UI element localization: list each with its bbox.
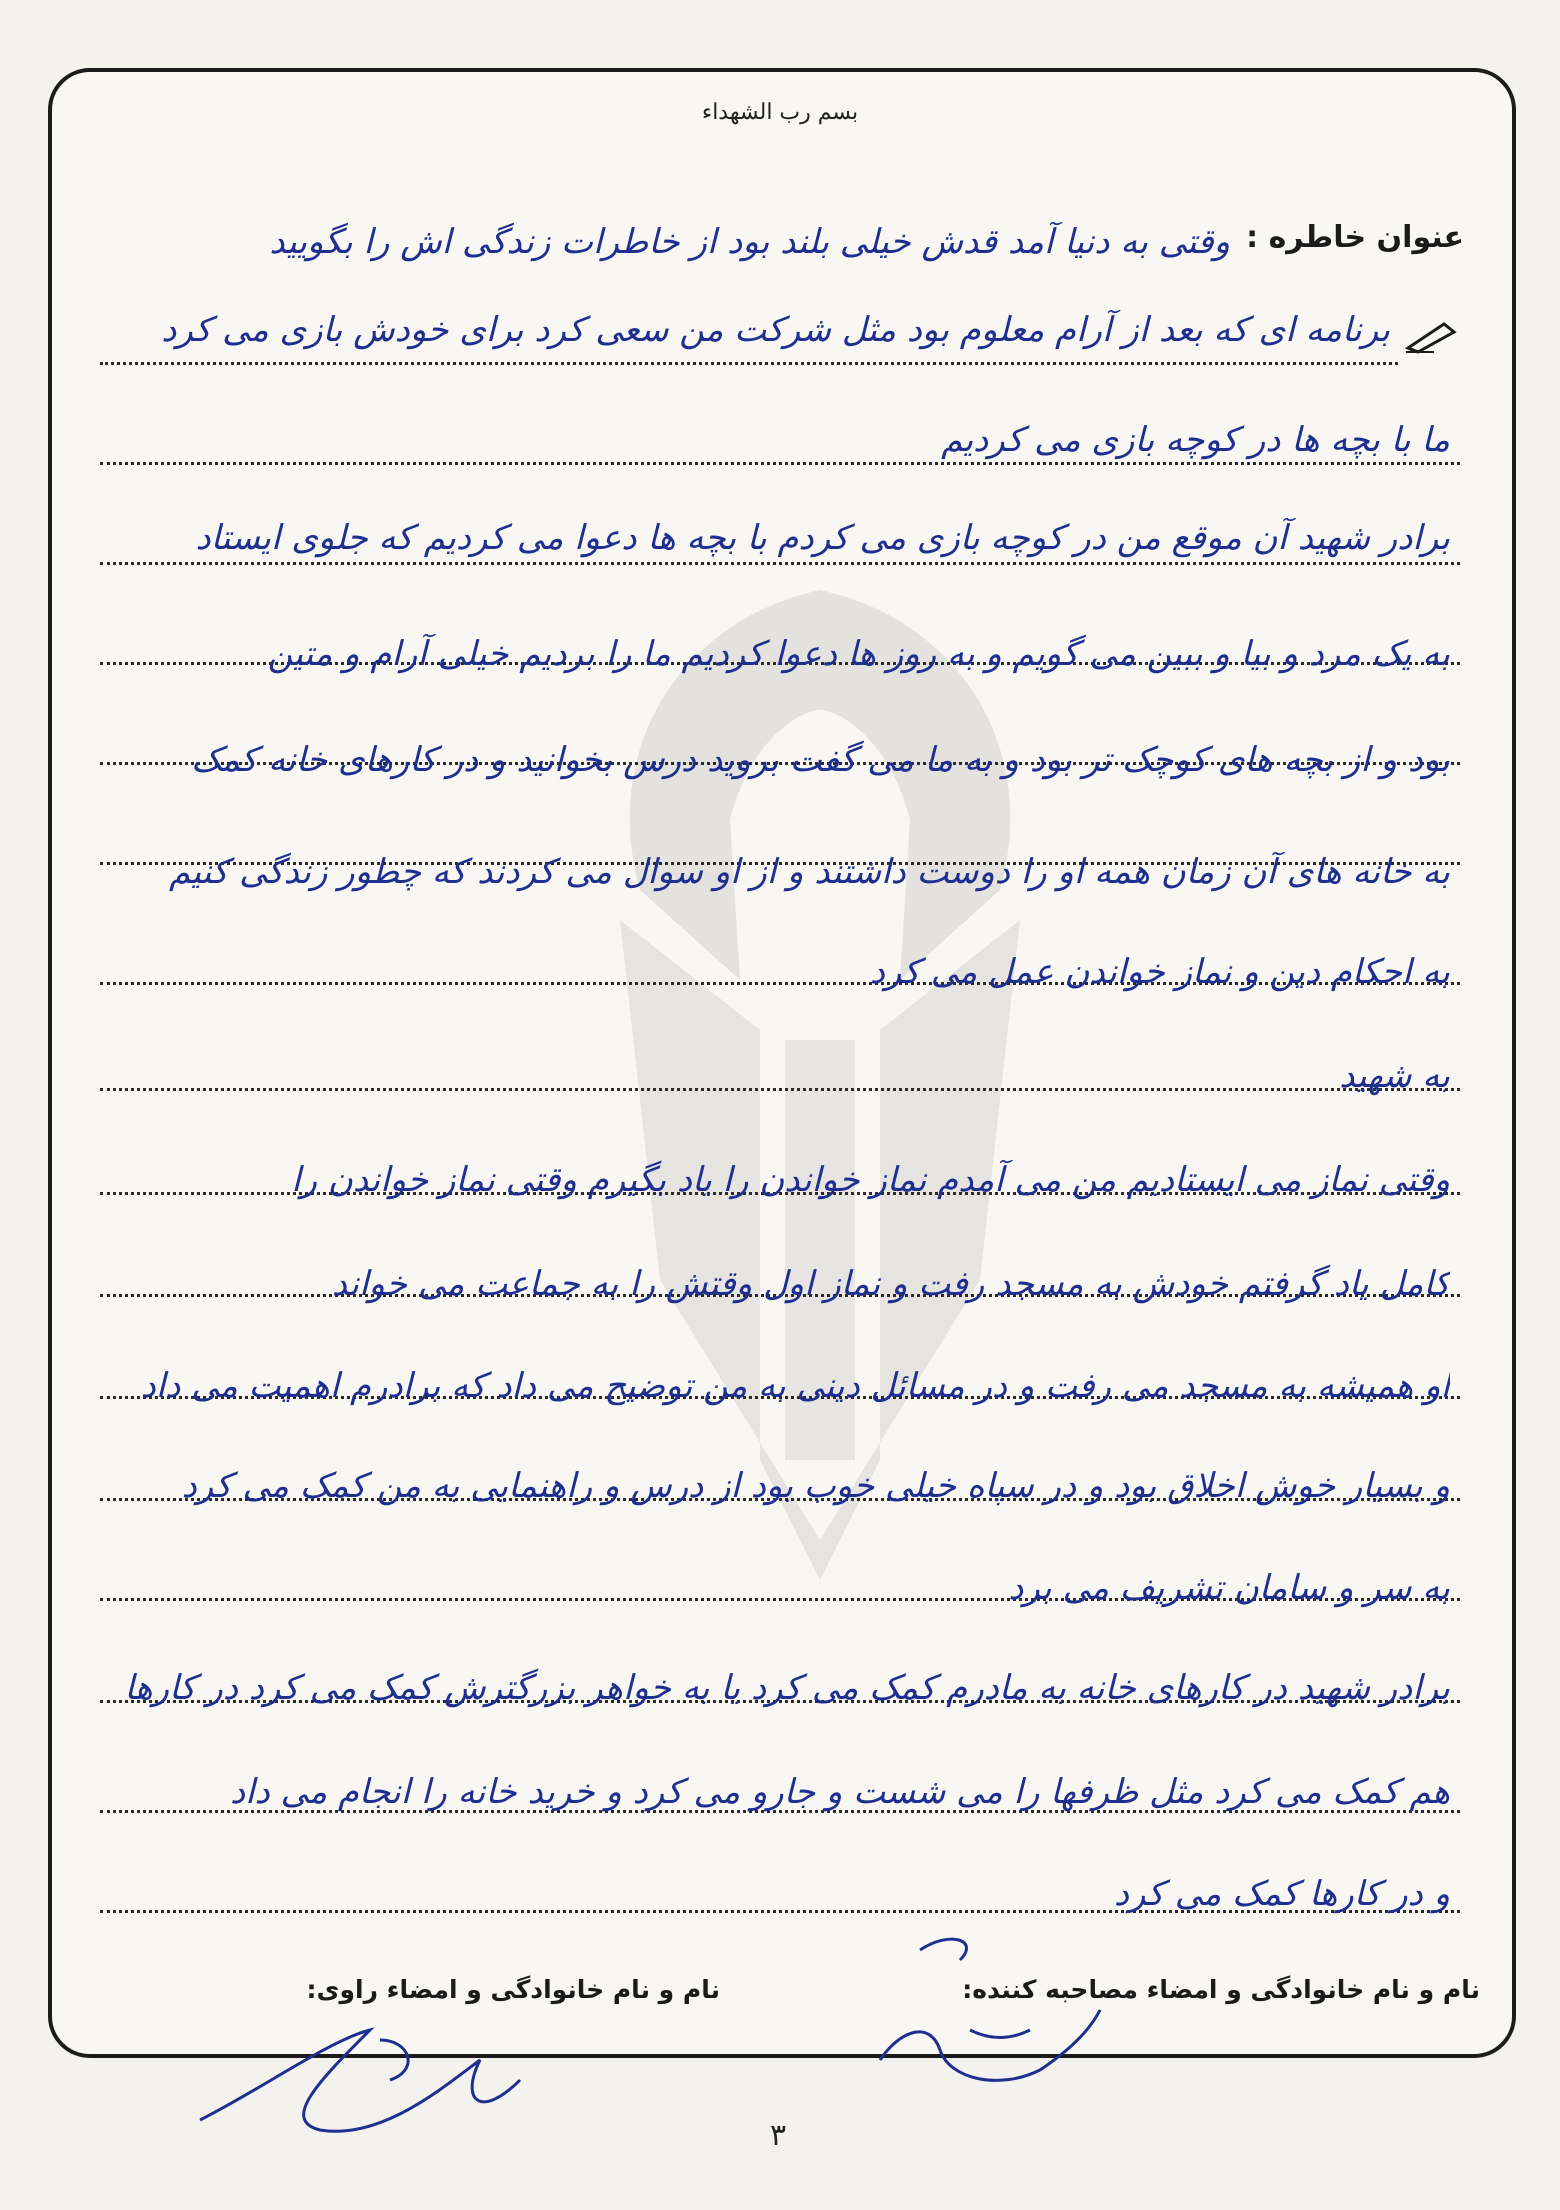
handwritten-line: برادر شهید در کارهای خانه به مادرم کمک می کرد یا به خواهر بزرگترش کمک می کرد در کارها <box>124 1668 1450 1708</box>
ruled-line <box>100 562 1460 565</box>
handwritten-line: برادر شهید آن موقع من در کوچه بازی می کردم با بچه ها دعوا می کردیم که جلوی ایستاد <box>195 518 1450 558</box>
narrator-signature-icon <box>180 2000 540 2150</box>
interviewer-signature-label: نام و نام خانوادگی و امضاء مصاحبه کننده: <box>962 1975 1480 2004</box>
narrator-signature-label: نام و نام خانوادگی و امضاء راوی: <box>306 1975 720 2004</box>
handwritten-line: هم کمک می کرد مثل ظرفها را می شست و جارو می کرد و خرید خانه را انجام می داد <box>229 1772 1450 1812</box>
memory-title-text: وقتی به دنیا آمد قدش خیلی بلند بود از خاطرات زندگی اش را بگویید <box>269 222 1230 262</box>
handwritten-line: به شهید <box>1339 1056 1450 1096</box>
page-header: بسم رب الشهداء <box>701 100 859 125</box>
memory-title-label: عنوان خاطره : <box>1246 220 1464 255</box>
pen-icon <box>1404 318 1460 354</box>
handwritten-line: بود و از بچه های کوچک تر بود و به ما می گفت بروید درس بخوانید و در کارهای خانه کمک <box>191 740 1450 780</box>
handwritten-line: به یک مرد و بیا و ببین می گویم و به روز ها دعوا کردیم ما را بردیم خیلی آرام و متین <box>267 634 1450 674</box>
handwritten-line: به خانه های آن زمان همه او را دوست داشتند و از او سوال می کردند که چطور زندگی کنیم <box>169 852 1450 892</box>
page-number: ۳ <box>770 2118 787 2153</box>
handwritten-line: او همیشه به مسجد می رفت و در مسائل دینی به من توضیح می داد که برادرم اهمیت می داد <box>140 1366 1450 1406</box>
handwritten-line: و بسیار خوش اخلاق بود و در سپاه خیلی خوب بود از درس و راهنمایی به من کمک می کرد <box>181 1466 1450 1506</box>
handwritten-line: وقتی نماز می ایستادیم من می آمدم نماز خواندن را یاد بگیرم وقتی نماز خواندن را <box>291 1160 1450 1200</box>
handwritten-line: به احکام دین و نماز خواندن عمل می کرد <box>869 952 1450 992</box>
ruled-line <box>100 362 1398 365</box>
handwritten-line: و در کارها کمک می کرد <box>1113 1874 1450 1914</box>
handwritten-line: به سر و سامان تشریف می برد <box>1008 1568 1450 1608</box>
handwritten-line: ما با بچه ها در کوچه بازی می کردیم <box>941 420 1450 460</box>
ruled-line <box>100 462 1460 465</box>
handwritten-line: کامل یاد گرفتم خودش به مسجد رفت و نماز اول وقتش را به جماعت می خواند <box>331 1264 1450 1304</box>
handwritten-line: برنامه ای که بعد از آرام معلوم بود مثل شرکت من سعی کرد برای خودش بازی می کرد <box>161 310 1390 350</box>
interviewer-signature-icon <box>860 1920 1120 2110</box>
